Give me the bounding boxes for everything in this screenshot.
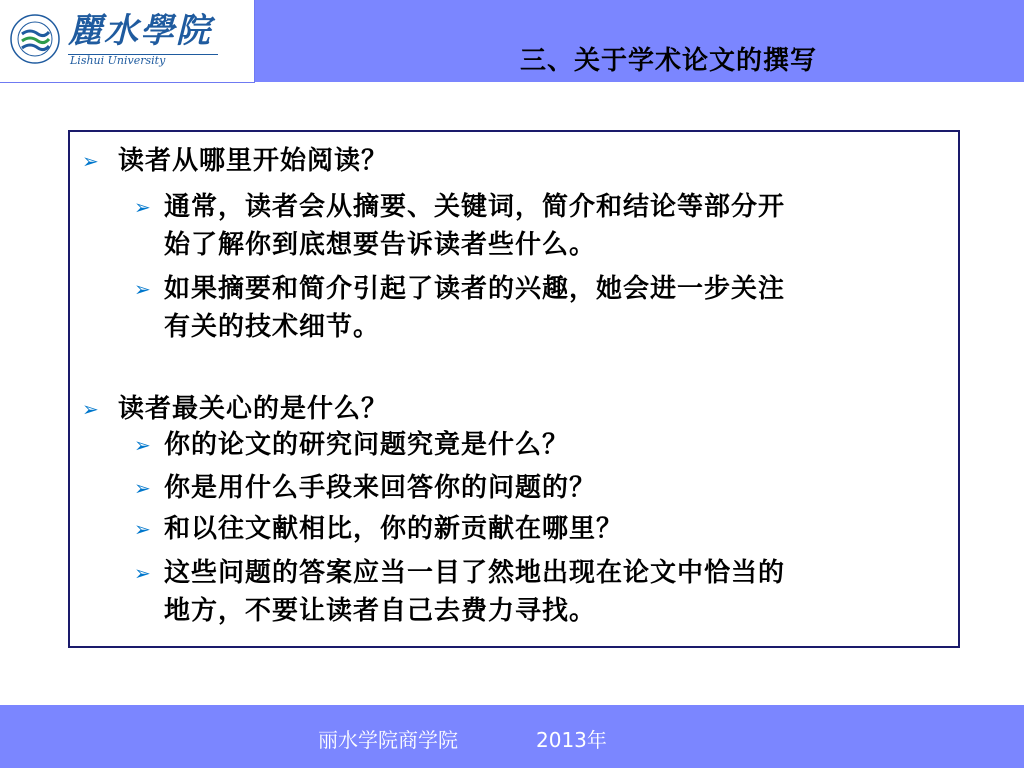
logo-panel: [0, 0, 255, 83]
bullet-arrow-icon: ➢: [82, 397, 99, 421]
sub-bullet-arrow-icon: ➢: [134, 277, 151, 301]
q1-answer-2-line-2: 有关的技术细节。: [164, 312, 381, 342]
footer-bar: [0, 705, 1024, 768]
sub-bullet-arrow-icon: ➢: [134, 517, 151, 541]
university-emblem-icon: [8, 12, 62, 66]
q2-answer-1: 你的论文的研究问题究竟是什么？: [164, 430, 570, 460]
sub-bullet-arrow-icon: ➢: [134, 476, 151, 500]
question-1: 读者从哪里开始阅读？: [118, 146, 389, 176]
sub-bullet-arrow-icon: ➢: [134, 561, 151, 585]
q1-answer-1-line-2: 始了解你到底想要告诉读者些什么。: [164, 230, 597, 260]
logo-chinese-name: 麗水學院: [68, 11, 212, 51]
footer-organization: 丽水学院商学院: [318, 728, 458, 752]
bullet-arrow-icon: ➢: [82, 149, 99, 173]
logo-english-name: Lishui University: [70, 54, 166, 67]
q2-answer-4-line-2: 地方，不要让读者自己去费力寻找。: [164, 596, 597, 626]
sub-bullet-arrow-icon: ➢: [134, 433, 151, 457]
q1-answer-2-line-1: 如果摘要和简介引起了读者的兴趣，她会进一步关注: [164, 274, 786, 304]
q2-answer-4-line-1: 这些问题的答案应当一目了然地出现在论文中恰当的: [164, 558, 786, 588]
q1-answer-1-line-1: 通常，读者会从摘要、关键词，简介和结论等部分开: [164, 192, 786, 222]
sub-bullet-arrow-icon: ➢: [134, 195, 151, 219]
q2-answer-3: 和以往文献相比，你的新贡献在哪里？: [164, 514, 624, 544]
question-2: 读者最关心的是什么？: [118, 394, 389, 424]
footer-year: 2013年: [536, 728, 607, 752]
slide-title: 三、关于学术论文的撰写: [520, 46, 818, 76]
q2-answer-2: 你是用什么手段来回答你的问题的？: [164, 473, 597, 503]
